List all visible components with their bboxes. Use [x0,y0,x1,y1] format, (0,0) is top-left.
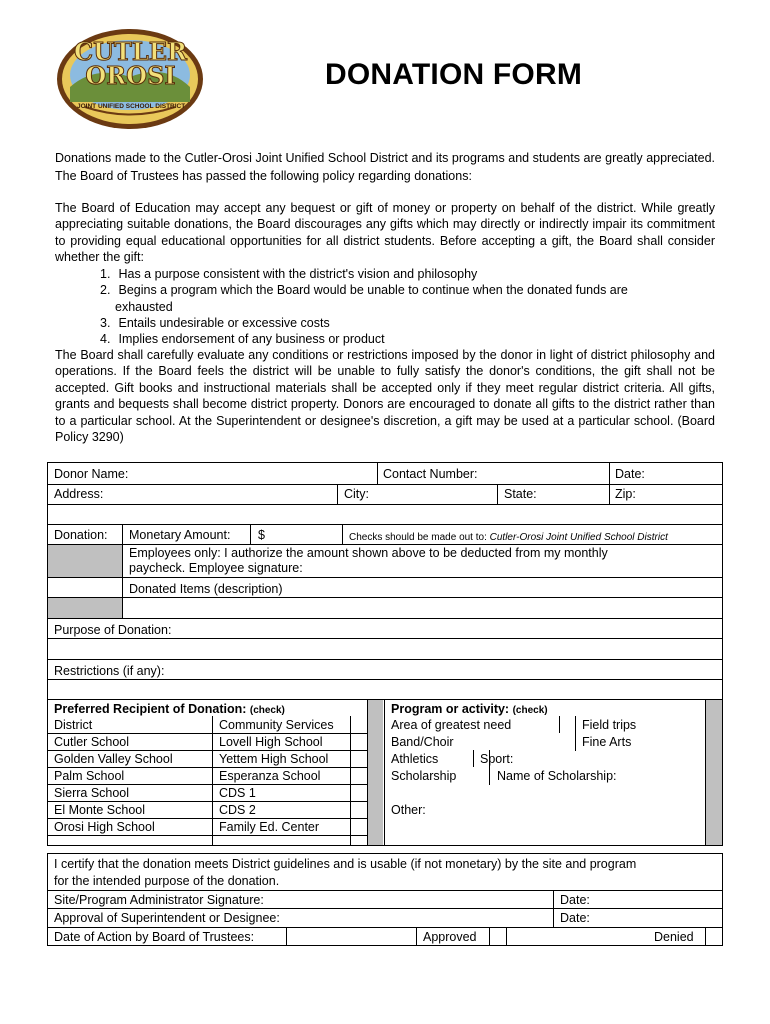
policy-item-text: Begins a program which the Board would be unable to continue when the donated funds are [118,283,628,297]
scholarship-name-label: Name of Scholarship: [497,769,617,783]
recipient-sierra-school[interactable]: Sierra School [54,786,130,800]
recipient-family-ed-center[interactable]: Family Ed. Center [219,820,320,834]
program-other-label: Other: [391,803,426,817]
dollar-sign: $ [258,528,265,542]
policy-item-number: 3. [100,316,111,330]
district-logo [55,27,205,132]
monetary-amount-label: Monetary Amount: [129,528,231,542]
checks-note [349,530,668,546]
city-label: City: [344,487,369,501]
employee-check-cell[interactable] [48,545,122,577]
policy-item-2-continued: exhausted [115,300,173,314]
recipient-cds-1[interactable]: CDS 1 [219,786,256,800]
policy-item-2 [100,282,700,298]
date-label: Date: [615,467,645,481]
program-field-trips[interactable]: Field trips [582,718,637,732]
recipient-yettem-high-school[interactable]: Yettem High School [219,752,329,766]
policy-paragraph-2: The Board shall carefully evaluate any conditions or restrictions imposed by the donor in light of district philosophy and operations. If the Board feels the district will be unable to fully satisfy the donor's conditions, the gift shall not be accepted. Gift books and instructional materials shall be accepted only if they meet regular district criteria. All gifts, grants and bequests shall become district property. Donors are encouraged to donate all gifts to the district rather than to a particular school. At the Superintendent or designee's discretion, a gift may be used at a particular school. (Board Policy 3290) [55,348,715,445]
program-right-check-column [705,700,722,845]
program-heading-text: Program or activity: [391,702,510,716]
logo-title-line2: OROSI [85,61,176,90]
policy-item-4 [100,331,700,347]
logo-title-line1: CUTLER [73,37,187,66]
logo-subtitle: JOINT UNIFIED SCHOOL DISTRICT [77,103,186,110]
program-sport-label: Sport: [480,752,514,766]
program-fine-arts[interactable]: Fine Arts [582,735,632,749]
certify-text: I certify that the donation meets District guidelines and is usable (if not monetary) by the site and program [54,857,637,871]
restrictions-label: Restrictions (if any): [54,664,165,678]
checks-payee: Cutler-Orosi Joint Unified School District [489,532,668,543]
superintendent-date-label: Date: [560,911,590,925]
policy-item-text: Has a purpose consistent with the district's vision and philosophy [118,267,478,281]
donation-label: Donation: [54,528,108,542]
program-check-note: (check) [512,705,548,716]
policy-item-number: 2. [100,283,111,297]
recipient-el-monte-school[interactable]: El Monte School [54,803,146,817]
program-check-column [367,700,383,845]
recipient-check-note: (check) [249,705,285,716]
donated-items-check-cell[interactable] [48,598,122,618]
donated-items-label: Donated Items (description) [129,582,283,596]
program-area-of-greatest-need[interactable]: Area of greatest need [391,718,512,732]
superintendent-approval-label: Approval of Superintendent or Designee: [54,911,280,925]
board-action-date-label: Date of Action by Board of Trustees: [54,930,255,944]
contact-number-label: Contact Number: [383,467,478,481]
recipient-district[interactable]: District [54,718,93,732]
policy-item-number: 1. [100,267,111,281]
policy-item-3 [100,315,700,331]
recipient-cutler-school[interactable]: Cutler School [54,735,130,749]
recipient-lovell-high-school[interactable]: Lovell High School [219,735,323,749]
certify-text-2: for the intended purpose of the donation. [54,874,280,888]
policy-paragraph-1: The Board of Education may accept any bequest or gift of money or property on behalf of the district. While greatly appreciating suitable donations, the Board discourages any gifts which may directly or indirectly impair its commitment to providing equal educational opportunities for all district students. Before accepting a gift, the Board shall consider whether the gift: [55,201,715,265]
state-label: State: [504,487,537,501]
recipient-esperanza-school[interactable]: Esperanza School [219,769,321,783]
recipient-orosi-high-school[interactable]: Orosi High School [54,820,155,834]
approved-option[interactable]: Approved [423,930,477,944]
recipient-golden-valley-school[interactable]: Golden Valley School [54,752,173,766]
donor-name-label: Donor Name: [54,467,129,481]
address-label: Address: [54,487,104,501]
program-band-choir[interactable]: Band/Choir [391,735,454,749]
employees-only-text: Employees only: I authorize the amount shown above to be deducted from my monthly [129,546,608,560]
recipient-heading-text: Preferred Recipient of Donation: [54,702,247,716]
zip-label: Zip: [615,487,636,501]
recipient-palm-school[interactable]: Palm School [54,769,125,783]
policy-item-1 [100,266,700,282]
site-admin-signature-label: Site/Program Administrator Signature: [54,893,264,907]
recipient-cds-2[interactable]: CDS 2 [219,803,256,817]
policy-item-text: Entails undesirable or excessive costs [118,316,330,330]
recipient-community-services[interactable]: Community Services [219,718,334,732]
policy-item-number: 4. [100,332,111,346]
site-admin-date-label: Date: [560,893,590,907]
intro-paragraph: Donations made to the Cutler-Orosi Joint Unified School District and its programs and students are greatly appreciated. The Board of Trustees has passed the following policy regarding donations: [55,151,715,183]
donation-form-table [47,462,723,846]
program-athletics[interactable]: Athletics [391,752,439,766]
page-title: DONATION FORM [325,58,583,91]
employee-signature-label: paycheck. Employee signature: [129,561,303,575]
program-scholarship[interactable]: Scholarship [391,769,457,783]
purpose-label: Purpose of Donation: [54,623,172,637]
policy-item-text: Implies endorsement of any business or product [118,332,385,346]
checks-note-prefix: Checks should be made out to: [349,532,490,543]
denied-option[interactable]: Denied [654,930,694,944]
